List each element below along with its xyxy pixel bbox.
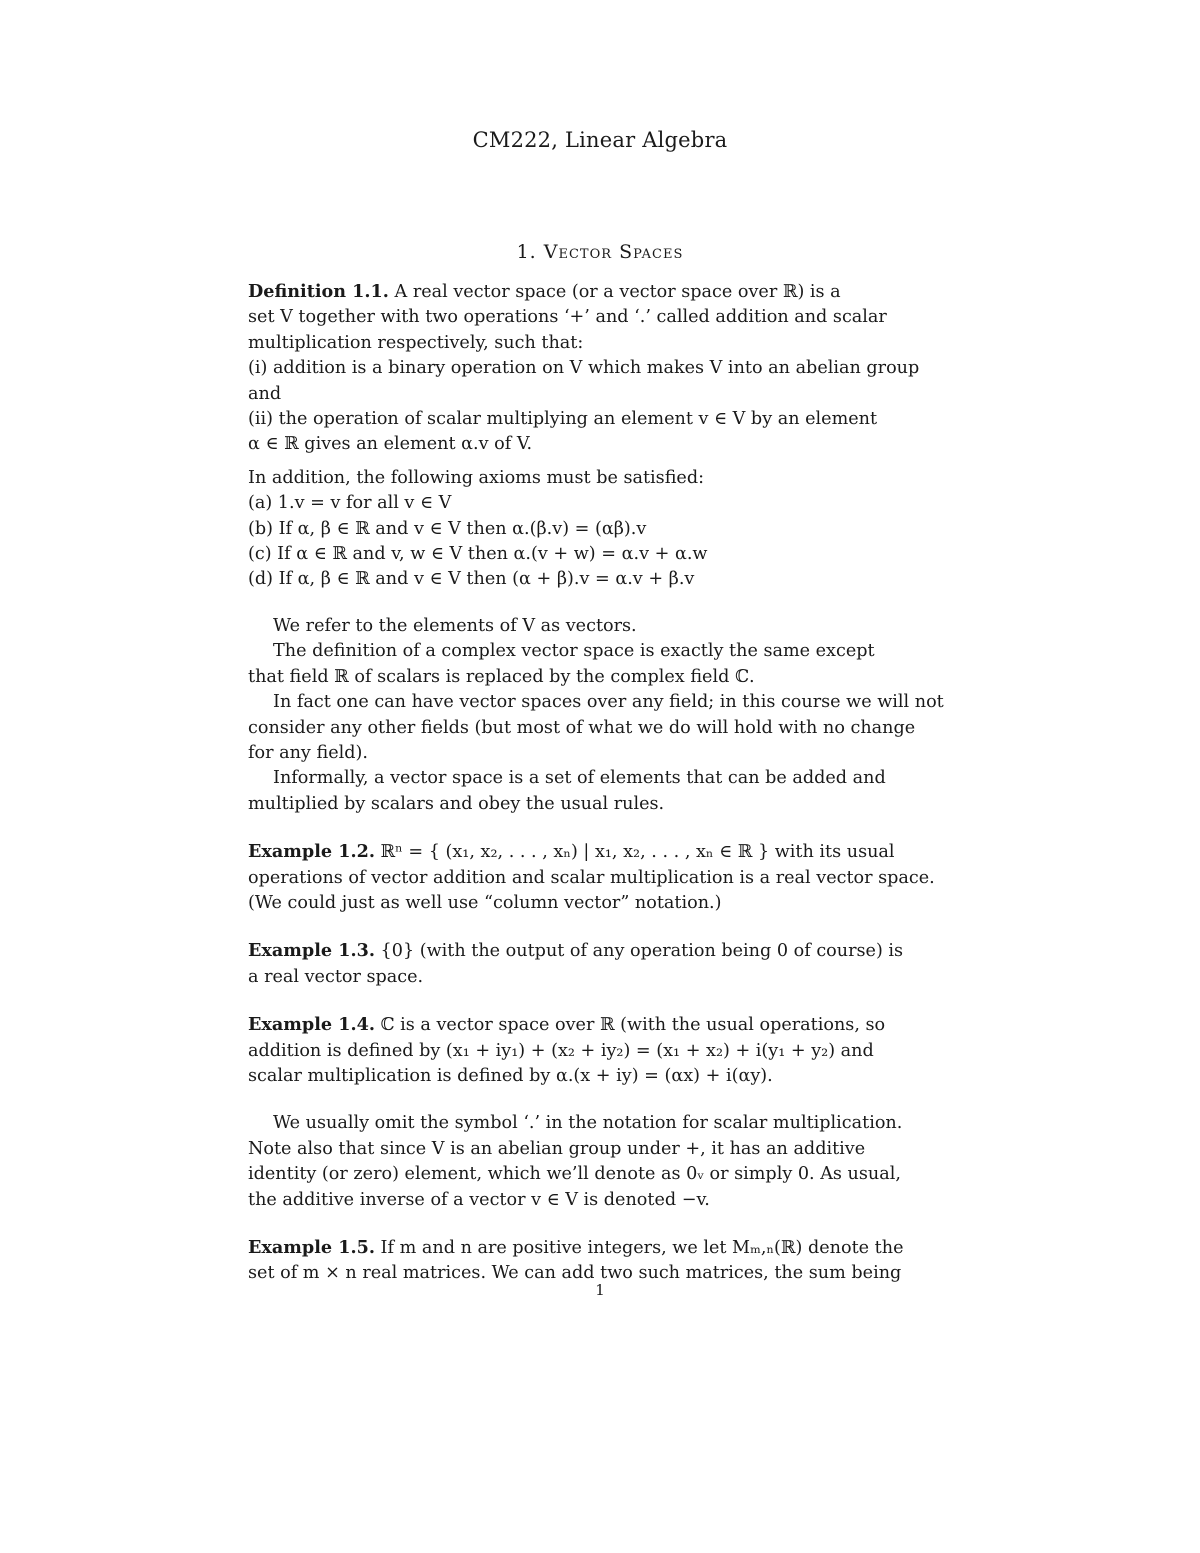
text-line: (ii) the operation of scalar multiplying an element v ∈ V by an element (248, 409, 878, 430)
text-line: If m and n are positive integers, we let Mₘ,ₙ(ℝ) denote the (374, 1238, 904, 1258)
text-line: ℝⁿ = { (x₁, x₂, . . . , xₙ) | x₁, x₂, . . . , xₙ ∈ ℝ } with its usual (374, 842, 895, 863)
axiom-d: (d) If α, β ∈ ℝ and v ∈ V then (α + β).v = α.v + β.v (248, 569, 695, 590)
text-line: set V together with two operations ‘+’ and ‘.’ called addition and scalar (248, 307, 887, 328)
paragraph-line: Informally, a vector space is a set of elements that can be added and (273, 768, 886, 789)
example-heading: Example 1.2. (248, 841, 375, 863)
example-1-2-line (248, 839, 952, 865)
text-line: operations of vector addition and scalar multiplication is a real vector space. (248, 867, 935, 888)
example-heading: Example 1.5. (248, 1237, 375, 1258)
text-line: multiplication respectively, such that: (248, 332, 584, 353)
text-line: scalar multiplication is defined by α.(x + iy) = (αx) + i(αy). (248, 1065, 773, 1086)
text-line: A real vector space (or a vector space over ℝ) is a (388, 282, 841, 302)
text-line: α ∈ ℝ gives an element α.v of V. (248, 434, 533, 455)
example-1-3-line (248, 938, 952, 964)
text-line: {0} (with the output of any operation being 0 of course) is (374, 941, 904, 962)
axiom-b: (b) If α, β ∈ ℝ and v ∈ V then α.(β.v) = (αβ).v (248, 518, 647, 539)
page-number: 1 (595, 1281, 605, 1299)
document-body (248, 279, 952, 1287)
paragraph-line: for any field). (248, 742, 368, 763)
axiom-a: (a) 1.v = v for all v ∈ V (248, 493, 452, 514)
paragraph-line: We usually omit the symbol ‘.’ in the notation for scalar multiplication. (273, 1113, 903, 1134)
paragraph-line: Note also that since V is an abelian group under +, it has an additive (248, 1138, 866, 1159)
paragraph-line: consider any other fields (but most of what we do will hold with no change (248, 717, 916, 738)
text-line: ℂ is a vector space over ℝ (with the usual operations, so (374, 1015, 886, 1036)
paragraph-line: the additive inverse of a vector v ∈ V is denoted −v. (248, 1189, 710, 1210)
paragraph-line: The definition of a complex vector space is exactly the same except (273, 641, 875, 662)
example-1-4-line (248, 1012, 952, 1038)
text-line: (i) addition is a binary operation on V which makes V into an abelian group (248, 358, 920, 379)
paragraph-line: that field ℝ of scalars is replaced by the complex field ℂ. (248, 666, 755, 687)
axioms-intro: In addition, the following axioms must be satisfied: (248, 467, 705, 488)
text-line: (We could just as well use “column vector” notation.) (248, 892, 722, 913)
paragraph-line: We refer to the elements of V as vectors. (273, 615, 637, 636)
definition-heading: Definition 1.1. (248, 281, 389, 302)
paragraph-line: identity (or zero) element, which we’ll denote as 0ᵥ or simply 0. As usual, (248, 1164, 901, 1185)
paragraph-line: In fact one can have vector spaces over any field; in this course we will not (273, 692, 944, 713)
document-title: CM222, Linear Algebra (472, 128, 728, 152)
text-line: addition is defined by (x₁ + iy₁) + (x₂ + iy₂) = (x₁ + x₂) + i(y₁ + y₂) and (248, 1040, 874, 1061)
section-title: 1. Vector Spaces (516, 241, 684, 263)
axiom-c: (c) If α ∈ ℝ and v, w ∈ V then α.(v + w) = α.v + α.w (248, 544, 708, 565)
example-heading: Example 1.3. (248, 940, 375, 962)
example-heading: Example 1.4. (248, 1014, 375, 1036)
text-line: and (248, 383, 282, 404)
example-1-5-line (248, 1235, 952, 1261)
text-line: a real vector space. (248, 966, 424, 987)
text-line: set of m × n real matrices. We can add two such matrices, the sum being (248, 1263, 902, 1284)
paragraph-line: multiplied by scalars and obey the usual rules. (248, 793, 665, 814)
definition-1-1-line (248, 279, 952, 305)
